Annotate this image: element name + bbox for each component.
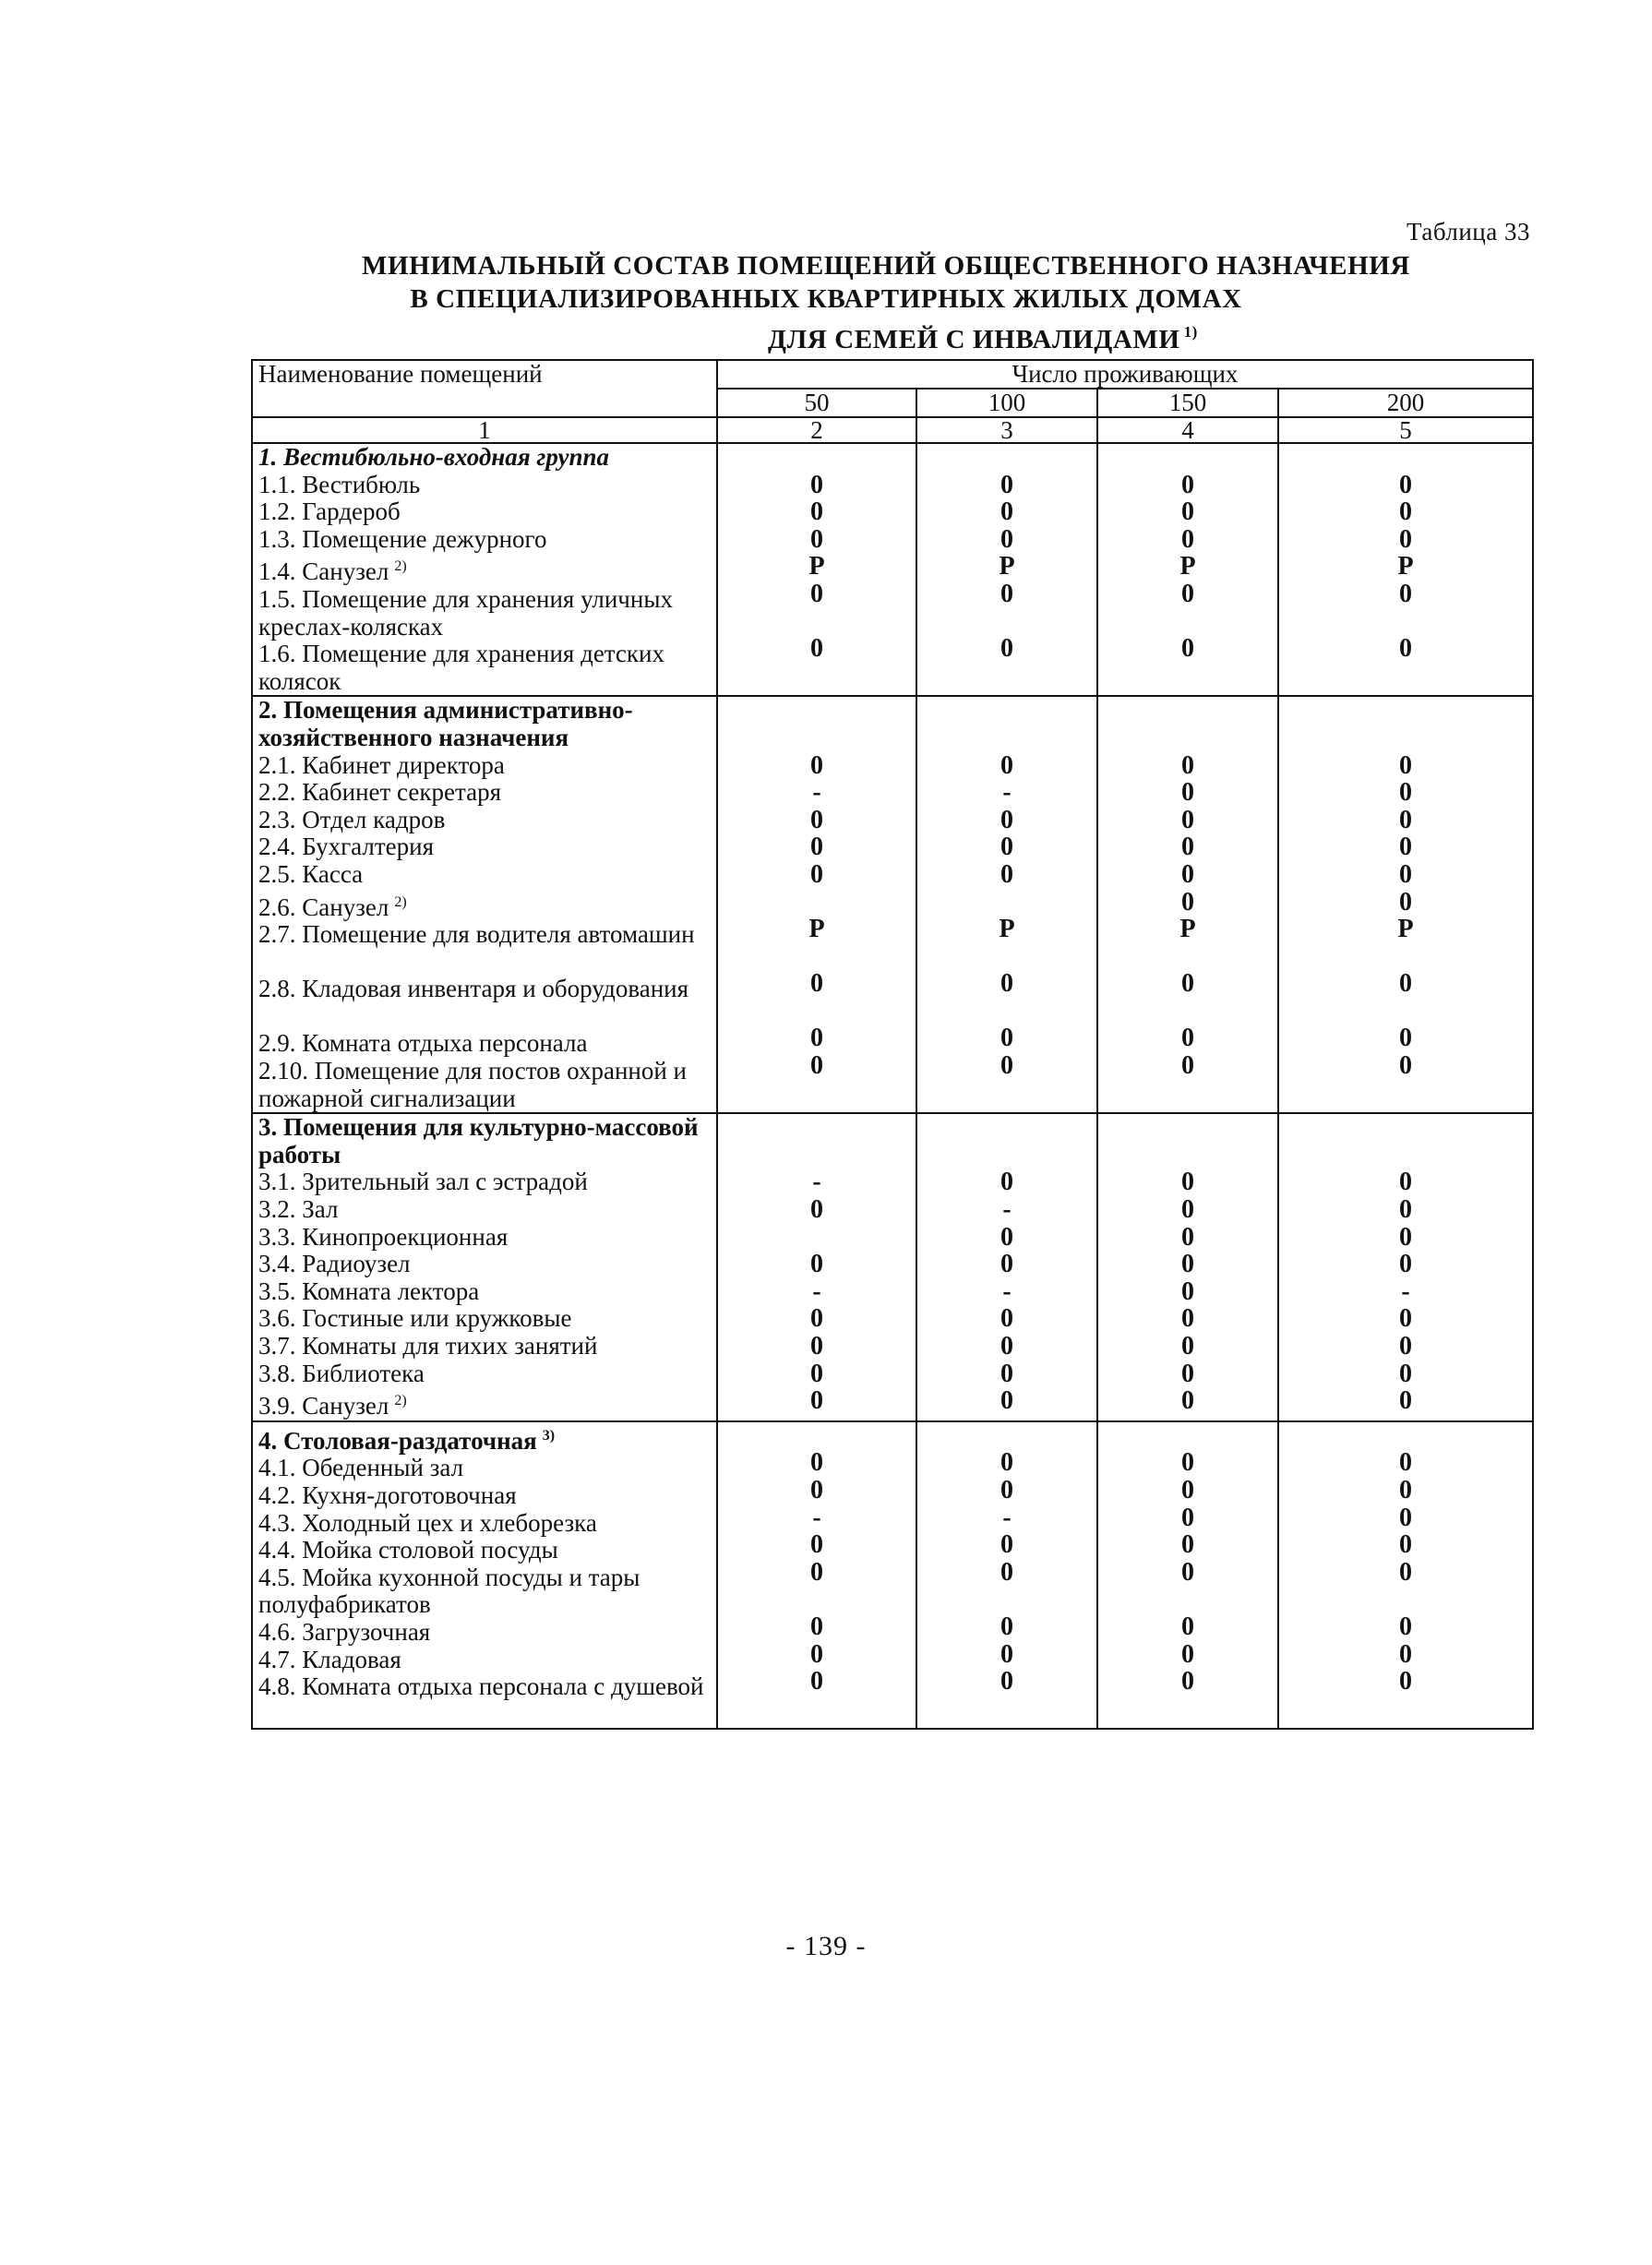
- room-value: 0: [810, 1667, 823, 1696]
- section-values-cell: [1097, 1421, 1278, 1730]
- section-values-cell: [717, 1113, 916, 1421]
- room-label: 4.2. Кухня-доготовочная: [258, 1480, 517, 1509]
- room-label: 3.9. Санузел $^{2)}$: [258, 1392, 407, 1420]
- room-value: 0: [810, 1386, 823, 1416]
- room-value: 0: [1181, 1639, 1194, 1669]
- room-value: 0: [1399, 750, 1412, 780]
- room-value: 0: [810, 1359, 823, 1388]
- room-value: 0: [810, 805, 823, 834]
- document-title: [0, 249, 1652, 356]
- room-value: 0: [1181, 1503, 1194, 1532]
- room-value: 0: [1399, 778, 1412, 808]
- room-value: 0: [1181, 1667, 1194, 1696]
- room-value: -: [812, 1168, 821, 1197]
- room-value: 0: [1399, 1530, 1412, 1560]
- room-label: 3.7. Комнаты для тихих занятий: [258, 1332, 598, 1360]
- room-value: 0: [1181, 1168, 1194, 1197]
- room-value: 0: [1000, 1332, 1013, 1360]
- section-values-cell: [916, 443, 1097, 696]
- room-label: 1.2. Гардероб: [258, 497, 401, 526]
- room-value: -: [1002, 1503, 1012, 1532]
- footnote-mark: 2): [394, 1393, 407, 1409]
- section-values-cell: [1278, 696, 1533, 1113]
- footnote-mark: 1): [1183, 323, 1198, 341]
- room-label: 3.3. Кинопроекционная: [258, 1222, 509, 1251]
- section-title: 1. Вестибюльно-входная группа: [258, 443, 610, 471]
- room-value: Р: [999, 552, 1015, 581]
- header-group: Число проживающих: [717, 360, 1533, 389]
- room-value: 0: [1399, 1667, 1412, 1696]
- room-value: 0: [810, 1250, 823, 1279]
- room-value: 0: [1000, 969, 1013, 999]
- room-value: 0: [1399, 497, 1412, 527]
- header-col-50: 50: [717, 389, 916, 417]
- room-value: 0: [1000, 524, 1013, 554]
- room-value: 0: [1399, 969, 1412, 999]
- room-value: 0: [810, 497, 823, 527]
- room-value: 0: [1181, 1304, 1194, 1334]
- room-value: 0: [1000, 1386, 1013, 1416]
- column-number-5: 5: [1278, 417, 1533, 443]
- room-value: 0: [810, 1024, 823, 1053]
- room-value: 0: [1181, 805, 1194, 834]
- room-label: 3.8. Библиотека: [258, 1359, 425, 1387]
- room-value: 0: [1181, 1222, 1194, 1252]
- room-value: 0: [1000, 470, 1013, 499]
- room-value: 0: [1399, 1386, 1412, 1416]
- room-value: 0: [1000, 1612, 1013, 1641]
- room-value: 0: [1181, 1530, 1194, 1560]
- room-value: 0: [1181, 1250, 1194, 1279]
- table-label: Таблица 33: [1407, 218, 1530, 246]
- room-label: 3.2. Зал: [258, 1195, 339, 1224]
- room-value: 0: [1000, 1667, 1013, 1696]
- room-value: -: [1002, 1195, 1012, 1225]
- room-value: 0: [1181, 1386, 1194, 1416]
- room-label: 2.1. Кабинет директора: [258, 750, 505, 779]
- room-label: 4.4. Мойка столовой посуды: [258, 1536, 558, 1564]
- room-value: Р: [1179, 552, 1196, 581]
- room-value: 0: [1399, 1332, 1412, 1360]
- room-value: 0: [1000, 1557, 1013, 1587]
- room-label: 4.5. Мойка кухонной посуды и тары полуфабрикатов: [258, 1563, 640, 1619]
- room-value: -: [812, 778, 821, 808]
- column-number-2: 2: [717, 417, 916, 443]
- room-value: 0: [1181, 524, 1194, 554]
- room-label: 2.5. Касса: [258, 859, 364, 888]
- room-value: 0: [1399, 1639, 1412, 1669]
- column-number-3: 3: [916, 417, 1097, 443]
- room-value: 0: [1000, 1168, 1013, 1197]
- header-col-100: 100: [916, 389, 1097, 417]
- room-value: 0: [810, 524, 823, 554]
- room-value: 0: [1181, 887, 1194, 917]
- column-number-4: 4: [1097, 417, 1278, 443]
- room-value: 0: [1181, 1475, 1194, 1504]
- room-label: 3.1. Зрительный зал с эстрадой: [258, 1168, 588, 1196]
- footnote-mark: 3): [542, 1427, 556, 1444]
- room-value: 0: [1181, 833, 1194, 862]
- room-value: 0: [1181, 859, 1194, 889]
- room-value: 0: [1181, 1359, 1194, 1388]
- room-value: 0: [810, 1530, 823, 1560]
- section-values-cell: [1278, 1113, 1533, 1421]
- section-values-cell: [717, 443, 916, 696]
- room-value: 0: [1181, 778, 1194, 808]
- page-number: - 139 -: [785, 1931, 867, 1961]
- room-label: 2.6. Санузел $^{2)}$: [258, 893, 407, 921]
- section-values-cell: [1097, 1113, 1278, 1421]
- room-value: 0: [1000, 750, 1013, 780]
- room-value: 0: [1399, 1024, 1412, 1053]
- column-number-1: 1: [252, 417, 717, 443]
- section-values-cell: [916, 1113, 1097, 1421]
- room-value: 0: [1399, 1222, 1412, 1252]
- room-value: 0: [810, 833, 823, 862]
- section-values-cell: [1097, 696, 1278, 1113]
- section-names-cell: [252, 443, 717, 696]
- room-value: 0: [1399, 1250, 1412, 1279]
- room-value: -: [1401, 1276, 1410, 1306]
- room-value: [724, 889, 910, 917]
- room-value: 0: [810, 859, 823, 889]
- room-value: 0: [1399, 833, 1412, 862]
- room-label: 2.3. Отдел кадров: [258, 805, 446, 833]
- room-label: 4.3. Холодный цех и хлеборезка: [258, 1508, 597, 1537]
- room-value: 0: [810, 1195, 823, 1225]
- room-label: 2.2. Кабинет секретаря: [258, 778, 501, 807]
- header-col-150: 150: [1097, 389, 1278, 417]
- room-value: [724, 1224, 910, 1252]
- room-value: 0: [1399, 805, 1412, 834]
- room-value: 0: [1000, 634, 1013, 664]
- section-row: [252, 1421, 1533, 1730]
- room-value: 0: [1000, 1448, 1013, 1478]
- room-value: 0: [1399, 579, 1412, 608]
- room-value: 0: [1181, 1276, 1194, 1306]
- room-value: Р: [1179, 915, 1196, 944]
- room-value: 0: [1000, 1024, 1013, 1053]
- room-value: 0: [1399, 1448, 1412, 1478]
- section-values-cell: [1278, 1421, 1533, 1730]
- room-label: 3.4. Радиоузел: [258, 1250, 411, 1278]
- section-title: 4. Столовая-раздаточная $^{3)}$: [258, 1426, 556, 1455]
- room-label: 1.4. Санузел $^{2)}$: [258, 557, 407, 586]
- room-value: 0: [810, 1051, 823, 1081]
- room-value: 0: [1181, 1195, 1194, 1225]
- room-value: 0: [810, 1304, 823, 1334]
- room-value: Р: [808, 552, 825, 581]
- room-value: 0: [1181, 1051, 1194, 1081]
- room-label: 4.7. Кладовая: [258, 1645, 401, 1673]
- room-value: Р: [1397, 552, 1414, 581]
- room-value: 0: [1000, 1530, 1013, 1560]
- section-title: 2. Помещения административно-хозяйственного назначения: [258, 696, 633, 751]
- section-row: [252, 696, 1533, 1113]
- room-value: 0: [1181, 470, 1194, 499]
- room-value: 0: [1181, 1612, 1194, 1641]
- room-value: -: [1002, 778, 1012, 808]
- room-value: 0: [810, 634, 823, 664]
- section-values-cell: [1097, 443, 1278, 696]
- room-value: [923, 889, 1091, 917]
- room-value: 0: [810, 1448, 823, 1478]
- room-value: Р: [808, 915, 825, 944]
- room-label: 1.5. Помещение для хранения уличных креслах-колясках: [258, 584, 673, 641]
- room-value: 0: [810, 750, 823, 780]
- room-label: 4.6. Загрузочная: [258, 1617, 431, 1646]
- header-name-column: Наименование помещений: [252, 360, 717, 417]
- room-value: 0: [1181, 1332, 1194, 1360]
- room-label: 4.8. Комната отдыха персонала с душевой: [258, 1672, 704, 1701]
- room-value: 0: [1000, 833, 1013, 862]
- room-label: 4.1. Обеденный зал: [258, 1454, 464, 1482]
- section-row: [252, 1113, 1533, 1421]
- section-names-cell: [252, 1421, 717, 1730]
- section-names-cell: [252, 1113, 717, 1421]
- room-value: 0: [1181, 1557, 1194, 1587]
- header-col-200: 200: [1278, 389, 1533, 417]
- title-line-2: В СПЕЦИАЛИЗИРОВАННЫХ КВАРТИРНЫХ ЖИЛЫХ ДОМАХ: [410, 284, 1242, 314]
- room-value: 0: [810, 1612, 823, 1641]
- room-value: Р: [1397, 915, 1414, 944]
- room-value: 0: [1399, 1304, 1412, 1334]
- room-label: 1.3. Помещение дежурного: [258, 524, 547, 553]
- section-values-cell: [717, 1421, 916, 1730]
- room-value: 0: [810, 470, 823, 499]
- room-value: 0: [1000, 805, 1013, 834]
- room-value: 0: [1000, 859, 1013, 889]
- room-value: 0: [1181, 634, 1194, 664]
- room-value: Р: [999, 915, 1015, 944]
- room-value: 0: [1399, 1557, 1412, 1587]
- room-label: 1.6. Помещение для хранения детских колясок: [258, 640, 664, 695]
- room-value: 0: [1000, 1222, 1013, 1252]
- room-value: 0: [1399, 1168, 1412, 1197]
- room-label: 2.7. Помещение для водителя автомашин: [258, 920, 695, 949]
- footnote-mark: 2): [394, 893, 407, 910]
- room-value: 0: [810, 1557, 823, 1587]
- room-value: 0: [1399, 470, 1412, 499]
- room-value: -: [812, 1503, 821, 1532]
- room-value: 0: [1000, 497, 1013, 527]
- room-value: 0: [1181, 750, 1194, 780]
- room-value: 0: [810, 1332, 823, 1360]
- room-value: 0: [1399, 1475, 1412, 1504]
- title-line-1: МИНИМАЛЬНЫЙ СОСТАВ ПОМЕЩЕНИЙ ОБЩЕСТВЕННОГО НАЗНАЧЕНИЯ: [362, 251, 1410, 281]
- room-value: 0: [1181, 1024, 1194, 1053]
- room-value: 0: [1399, 859, 1412, 889]
- room-label: 2.4. Бухгалтерия: [258, 833, 435, 861]
- room-label: 3.5. Комната лектора: [258, 1276, 480, 1305]
- room-value: 0: [1000, 1475, 1013, 1504]
- room-value: 0: [1399, 524, 1412, 554]
- room-label: 2.9. Комната отдыха персонала: [258, 1029, 588, 1058]
- room-value: 0: [1181, 579, 1194, 608]
- room-label: 2.10. Помещение для постов охранной и пожарной сигнализации: [258, 1057, 687, 1112]
- room-value: 0: [1399, 1503, 1412, 1532]
- section-title: 3. Помещения для культурно-массовой работы: [258, 1113, 699, 1168]
- section-values-cell: [916, 1421, 1097, 1730]
- room-value: -: [1002, 1276, 1012, 1306]
- section-values-cell: [916, 696, 1097, 1113]
- room-value: 0: [1399, 887, 1412, 917]
- room-value: 0: [810, 1639, 823, 1669]
- room-value: 0: [1399, 1359, 1412, 1388]
- room-value: 0: [1399, 1051, 1412, 1081]
- room-value: 0: [1000, 1250, 1013, 1279]
- room-value: 0: [810, 969, 823, 999]
- section-row: [252, 443, 1533, 696]
- room-label: 1.1. Вестибюль: [258, 470, 421, 498]
- room-value: 0: [1000, 1304, 1013, 1334]
- title-line-3: ДЛЯ СЕМЕЙ С ИНВАЛИДАМИ $^{1)}$: [768, 323, 1198, 354]
- room-value: 0: [1399, 1612, 1412, 1641]
- section-names-cell: [252, 696, 717, 1113]
- room-value: 0: [810, 1475, 823, 1504]
- room-value: 0: [1181, 1448, 1194, 1478]
- room-value: 0: [1000, 1051, 1013, 1081]
- section-values-cell: [717, 696, 916, 1113]
- room-value: 0: [1399, 1195, 1412, 1225]
- room-value: -: [812, 1276, 821, 1306]
- footnote-mark: 2): [394, 558, 407, 575]
- room-value: 0: [810, 579, 823, 608]
- room-value: 0: [1181, 497, 1194, 527]
- room-value: 0: [1181, 969, 1194, 999]
- room-value: 0: [1000, 1639, 1013, 1669]
- room-label: 2.8. Кладовая инвентаря и оборудования: [258, 975, 689, 1003]
- section-values-cell: [1278, 443, 1533, 696]
- room-value: 0: [1000, 579, 1013, 608]
- rooms-table: [251, 359, 1534, 1730]
- room-value: 0: [1399, 634, 1412, 664]
- room-value: 0: [1000, 1359, 1013, 1388]
- room-label: 3.6. Гостиные или кружковые: [258, 1304, 572, 1333]
